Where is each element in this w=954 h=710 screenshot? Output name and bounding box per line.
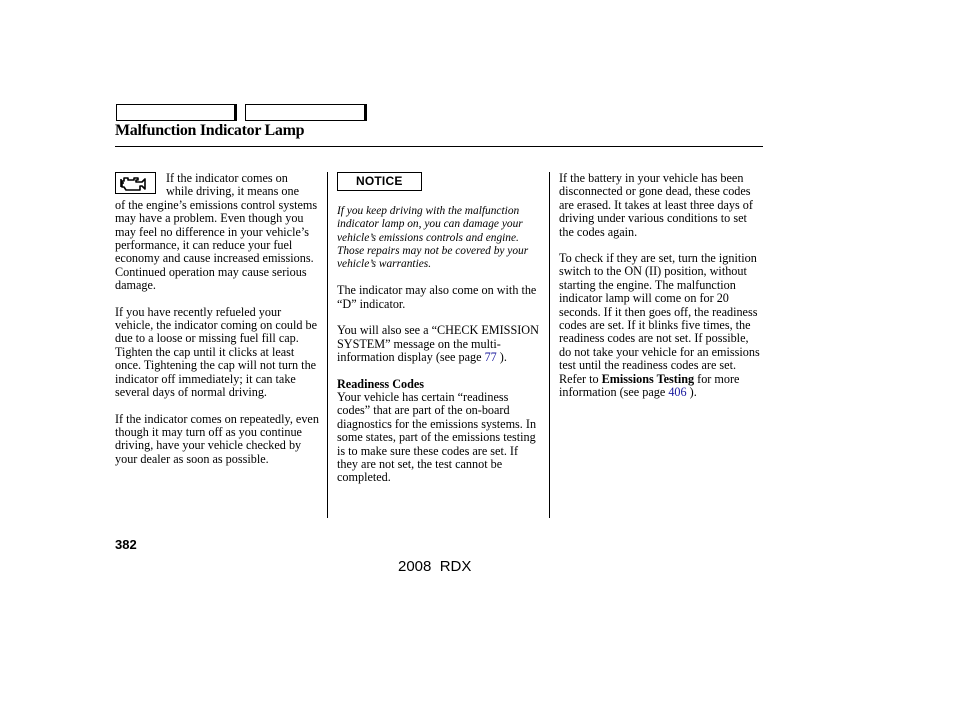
- paragraph-lead-2: while driving, it means one: [166, 184, 300, 199]
- check-emission-text: You will also see a “CHECK EMISSION SYSTEM” message on the multi-information display (see page: [337, 323, 539, 365]
- paragraph-check-emission: [337, 324, 542, 364]
- paragraph-refueled: If you have recently refueled your vehicle, the indicator coming on could be due to a loose or missing fuel fill cap. Tighten the cap until it clicks at least once. Tightening the cap will not turn the indicator off immediately; it can take several days of normal driving.: [115, 304, 318, 400]
- page-link-77[interactable]: 77: [484, 350, 497, 365]
- column-divider: [327, 172, 328, 518]
- emissions-testing-ref: Emissions Testing: [601, 371, 695, 386]
- paragraph-d-indicator: The indicator may also come on with the “D” indicator.: [337, 283, 537, 311]
- nav-tab-main-menu[interactable]: [116, 104, 237, 121]
- paragraph-indicator-driving: of the engine’s emissions control systems may have a problem. Even though you may feel no difference in your vehicle’s performance, it can reduce your fuel economy and cause increased emissions. Continued operation may cause serious damage.: [115, 197, 318, 293]
- column-right: [559, 172, 763, 400]
- paragraph-lead: If the indicator comes on: [166, 171, 288, 185]
- column-middle: [337, 172, 542, 485]
- paragraph-readiness-codes: Your vehicle has certain “readiness codes” that are part of the on-board diagnostics for the emissions systems. In some states, part of the emissions testing is to make sure these codes are set. If they are not set, the test cannot be completed.: [337, 389, 537, 485]
- column-left: [115, 172, 322, 466]
- check-codes-text-end: ).: [689, 385, 697, 400]
- page-number: 382: [115, 537, 137, 552]
- notice-badge: NOTICE: [337, 172, 422, 191]
- check-codes-text-mid: for more information (see page: [559, 371, 740, 400]
- check-codes-text: To check if they are set, turn the ignition switch to the ON (II) position, without starting the engine. The malfunction indicator lamp will come on for 20 seconds. If it then goes off, the readiness codes are set. If it blinks five times, the readiness codes are not set. If possible, do not take your vehicle for an emissions test until the readiness codes are set. Refer to: [559, 251, 760, 386]
- section-heading-readiness-codes: Readiness Codes: [337, 376, 425, 391]
- nav-tab-index[interactable]: [245, 104, 367, 121]
- notice-text: If you keep driving with the malfunction indicator lamp on, you can damage your vehicle’s emissions controls and engine. Those repairs may not be covered by your vehicle’s warranties.: [337, 205, 529, 271]
- column-divider: [549, 172, 550, 518]
- page-link-406[interactable]: 406: [668, 385, 687, 400]
- check-emission-text-end: ).: [499, 350, 507, 365]
- paragraph-check-codes: [559, 252, 763, 399]
- paragraph-battery: If the battery in your vehicle has been disconnected or gone dead, these codes are erased. It takes at least three days of driving under various conditions to set the codes again.: [559, 171, 753, 239]
- page-title: Malfunction Indicator Lamp: [115, 122, 305, 139]
- check-engine-icon: [115, 172, 156, 194]
- footer-model: 2008 RDX: [398, 558, 472, 575]
- title-rule: [115, 146, 763, 147]
- paragraph-repeatedly: If the indicator comes on repeatedly, even though it may turn off as you continue driving, have your vehicle checked by your dealer as soon as possible.: [115, 411, 319, 466]
